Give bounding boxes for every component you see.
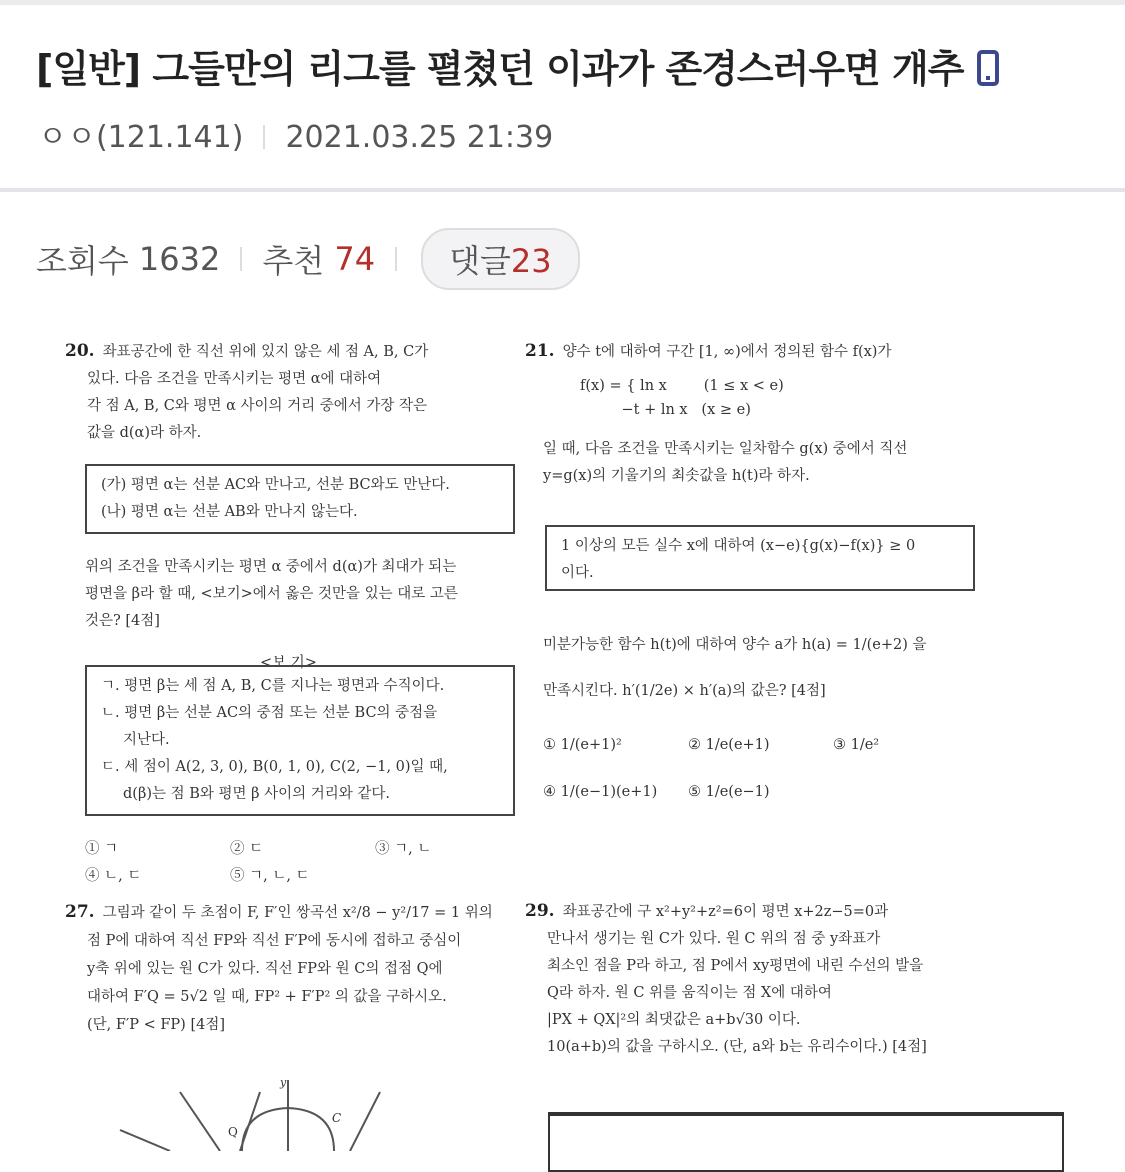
answer-box — [548, 1112, 1064, 1172]
recommend-count: 74 — [334, 240, 376, 278]
exam-image: 20. 좌표공간에 한 직선 위에 있지 않은 세 점 A, B, C가 있다. 다음 조건을 만족시키는 평면 α에 대하여 각 점 A, B, C와 평면 α 사이의 거리 중에서 가장 작은 값을 d(α)라 하자. (가) 평면 α는 선분 AC와 만나고, 선분 BC와도 만난다. (나) 평면 α는 선분 AB와 만나지 않는다. 위의 조건을 만족시키는 평면 α 중에서 d(α)가 최대가 되는 평면을 β라 할 때, <보기>에서 옳은 것만을 있는 대로 고른 것은? [4점] <보 기> ㄱ. 평면 β는 세 점 A, B, C를 지나는 평면과 수직이다. ㄴ. 평면 β는 선분 AC의 중점 또는 선분 BC의 중점을 지난다. ㄷ. 세 점이 A(2, 3, 0), B(0, 1, 0), C(2, −1, 0)일 때, d(β)는 점 B와 평면 β 사이의 거리와 같다. ① ㄱ ② ㄷ ③ ㄱ, ㄴ ④ ㄴ, ㄷ ⑤ ㄱ, ㄴ, ㄷ 21. 양수 t에 대하여 구간 [1, ∞)에서 정의된 함수 f(x)가 f(x) = { ln x (1 ≤ x < e) −t + ln x (x ≥ e) 일 때, 다음 조건을 만족시키는 일차함수 g(x) 중에서 직선 y=g(x)의 기울기의 최솟값을 h(t)라 하자. 1 이상의 모든 실수 x에 대하여 (x−e){g(x)−f(x)} ≥ 0 이다. 미분가능한 함수 h(t)에 대하여 양수 a가 h(a) = 1/(e+2) 을 만족시킨다. h′(1/2e) × h′(a)의 값은? [4점] ① 1/(e+1)² ② 1/e(e+1) ③ 1/e² ④ 1/(e−1)(e+1) ⑤ 1/e(e−1) 27. 그림과 같이 두 초점이 F, F′인 쌍곡선 x²/8 − y²/17 = 1 위의 점 P에 대하여 직선 FP와 직선 F′P에 동시에 접하고 중심이 y축 위에 있는 원 C가 있다. 직선 FP와 원 C의 접점 Q에 대하여 F′Q = 5√2 일 때, FP² + F′P² 의 값을 구하시오. (단, F′P < FP) [4점] y C Q 29. 좌표공간에 구 x²+y²+z²=6이 평면 x+2z−5=0과 만나서 생기는 원 C가 있다. 원 C 위의 점 중 y좌표가 최소인 점을 P라 하고, 점 P에서 xy평면에 내린 수선의 발을 Q라 하자. 원 C 위를 움직이는 점 X에 대하여 |PX + QX|²의 최댓값은 a+b√30 이다. 10(a+b)의 값을 구하시오. (단, a와 b는 유리수이다.) [4점] — [40, 300, 1125, 1151]
post-stats: 조회수 1632 추천 74 댓글23 — [36, 228, 580, 290]
view-count: 1632 — [138, 240, 221, 278]
question-29: 29. 좌표공간에 구 x²+y²+z²=6이 평면 x+2z−5=0과 만나서 생기는 원 C가 있다. 원 C 위의 점 중 y좌표가 최소인 점을 P라 하고, 점 P에서 xy평면에 내린 수선의 발을 Q라 하자. 원 C 위를 움직이는 점 X에 대하여 |PX + QX|²의 최댓값은 a+b√30 이다. 10(a+b)의 값을 구하시오. (단, a와 b는 유리수이다.) [4점] — [525, 901, 927, 1055]
question-21: 21. 양수 t에 대하여 구간 [1, ∞)에서 정의된 함수 f(x)가 f(x) = { ln x (1 ≤ x < e) −t + ln x (x ≥ e) 일 때, 다음 조건을 만족시키는 일차함수 g(x) 중에서 직선 y=g(x)의 기울기의 최솟값을 h(t)라 하자. — [525, 341, 908, 484]
divider — [0, 188, 1125, 192]
post-meta — [38, 112, 553, 156]
q20-conditions-box: (가) 평면 α는 선분 AC와 만나고, 선분 BC와도 만난다. (나) 평면 α는 선분 AB와 만나지 않는다. — [85, 464, 515, 534]
q21-choices: ① 1/(e+1)² ② 1/e(e+1) ③ 1/e² ④ 1/(e−1)(e+1) ⑤ 1/e(e−1) — [543, 737, 880, 800]
mobile-phone-icon — [977, 50, 999, 86]
q20-choices: ① ㄱ ② ㄷ ③ ㄱ, ㄴ ④ ㄴ, ㄷ ⑤ ㄱ, ㄴ, ㄷ — [85, 841, 432, 884]
svg-text:Q: Q — [228, 1125, 238, 1139]
post-title: [일반] 그들만의 리그를 펼쳤던 이과가 존경스러우면 개추 — [36, 38, 999, 93]
q20-bogi-box: ㄱ. 평면 β는 세 점 A, B, C를 지나는 평면과 수직이다. ㄴ. 평면 β는 선분 AC의 중점 또는 선분 BC의 중점을 지난다. ㄷ. 세 점이 A(2, 3, 0), B(0, 1, 0), C(2, −1, 0)일 때, d(β)는 점 B와 평면 β 사이의 거리와 같다. — [85, 665, 515, 816]
comments-button[interactable]: 댓글23 — [421, 228, 580, 290]
author[interactable]: ㅇㅇ(121.141) — [38, 120, 244, 155]
svg-text:y: y — [280, 1076, 287, 1089]
svg-text:C: C — [332, 1111, 342, 1125]
q21-condition-box: 1 이상의 모든 실수 x에 대하여 (x−e){g(x)−f(x)} ≥ 0 이다. — [545, 525, 975, 591]
post-date: 2021.03.25 21:39 — [285, 120, 554, 155]
separator — [263, 125, 265, 149]
bogi-title: <보 기> — [260, 655, 317, 671]
top-border — [0, 0, 1125, 5]
hyperbola-figure — [110, 1070, 450, 1151]
question-27: 27. 그림과 같이 두 초점이 F, F′인 쌍곡선 x²/8 − y²/17 = 1 위의 점 P에 대하여 직선 FP와 직선 F′P에 동시에 접하고 중심이 y축 위에 있는 원 C가 있다. 직선 FP와 원 C의 접점 Q에 대하여 F′Q = 5√2 일 때, FP² + F′P² 의 값을 구하시오. (단, F′P < FP) [4점] — [65, 902, 493, 1033]
question-20: 20. 좌표공간에 한 직선 위에 있지 않은 세 점 A, B, C가 있다. 다음 조건을 만족시키는 평면 α에 대하여 각 점 A, B, C와 평면 α 사이의 거리 중에서 가장 작은 값을 d(α)라 하자. — [65, 341, 429, 441]
